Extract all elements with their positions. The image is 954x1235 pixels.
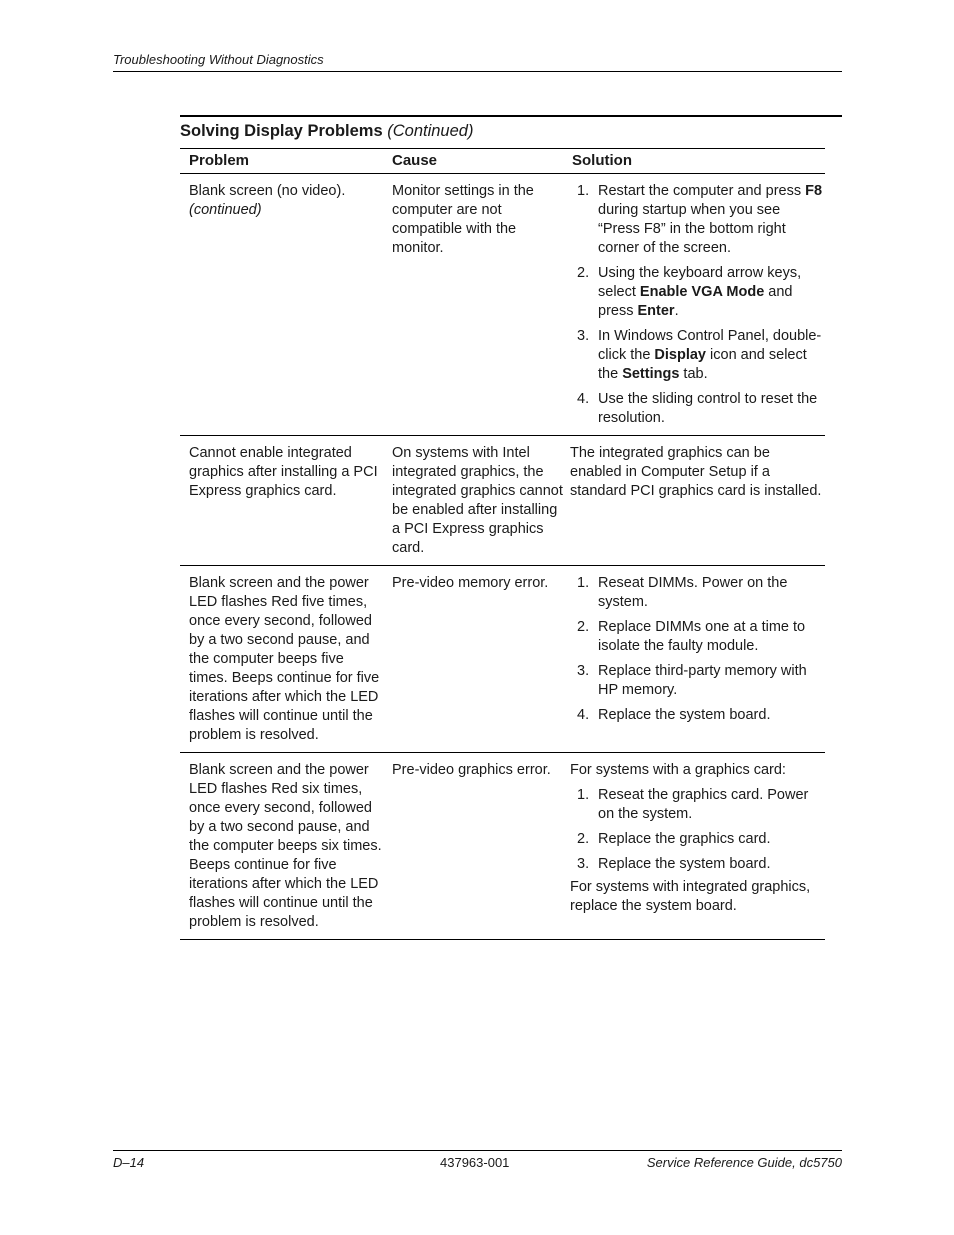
step-number: 2. — [577, 265, 590, 281]
step-number: 1. — [577, 183, 590, 199]
table-row — [180, 174, 825, 436]
table-row — [180, 566, 825, 753]
solution-steps — [570, 574, 825, 725]
problem-cell — [180, 174, 383, 436]
step-number: 2. — [577, 619, 590, 635]
problem-text: Blank screen (no video). — [189, 183, 346, 199]
solution-step — [570, 662, 825, 700]
cause-cell — [383, 436, 563, 566]
step-number: 4. — [577, 707, 590, 723]
step-text: tab. — [679, 366, 708, 382]
guide-title: Service Reference Guide, dc5750 — [646, 1155, 842, 1170]
step-number: 3. — [577, 856, 590, 872]
step-emphasis: Enter — [637, 303, 675, 319]
cause-cell — [383, 566, 563, 753]
column-header-cause: Cause — [392, 152, 438, 169]
solution-step — [570, 830, 825, 849]
solution-step — [570, 706, 825, 725]
header-rule — [113, 71, 842, 72]
step-emphasis: Display — [654, 347, 707, 363]
table-title — [180, 122, 842, 148]
footer-rule — [113, 1150, 842, 1151]
solution-text: The integrated graphics can be enabled in Computer Setup if a standard PCI graphics card is installed. — [570, 445, 822, 499]
step-number: 1. — [577, 787, 590, 803]
step-emphasis: F8 — [805, 183, 823, 199]
problem-cell — [180, 566, 383, 753]
step-text: Restart the computer and press — [598, 183, 806, 199]
problem-cell — [180, 753, 383, 940]
solution-cell — [563, 436, 825, 566]
solution-cell — [563, 174, 825, 436]
solution-note: For systems with integrated graphics, replace the system board. — [570, 879, 811, 914]
solution-intro: For systems with a graphics card: — [570, 762, 786, 778]
step-text: icon and select the — [598, 347, 807, 382]
cause-text: Pre-video memory error. — [392, 575, 549, 591]
problem-text: Cannot enable integrated graphics after installing a PCI Express graphics card. — [189, 445, 378, 499]
step-text: . — [674, 303, 679, 319]
column-header-problem: Problem — [189, 152, 250, 169]
step-text: Replace the graphics card. — [598, 831, 771, 847]
step-text: Replace DIMMs one at a time to isolate the faulty module. — [598, 619, 806, 654]
solution-steps — [570, 182, 825, 428]
solution-step — [570, 618, 825, 656]
step-text: and press — [598, 284, 793, 319]
table-row — [180, 436, 825, 566]
problem-text: Blank screen and the power LED flashes Red six times, once every second, followed by a two second pause, and the computer beeps six times. Beeps continue for five iterations after which the LED flashes will continue until the problem is resolved. — [189, 762, 382, 930]
table-title-bold: Solving Display Problems — [180, 122, 383, 140]
step-text: Replace the system board. — [598, 856, 771, 872]
solution-step — [570, 390, 825, 428]
page-number: D–14 — [113, 1155, 145, 1170]
cause-text: Monitor settings in the computer are not compatible with the monitor. — [392, 183, 534, 256]
step-text: Use the sliding control to reset the resolution. — [598, 391, 818, 426]
column-header-solution: Solution — [572, 152, 632, 169]
step-text: Replace third-party memory with HP memory. — [598, 663, 807, 698]
step-text: Reseat DIMMs. Power on the system. — [598, 575, 788, 610]
cause-text: Pre-video graphics error. — [392, 762, 551, 778]
step-emphasis: Enable VGA Mode — [639, 284, 765, 300]
solution-steps — [570, 786, 825, 874]
step-number: 4. — [577, 391, 590, 407]
running-header: Troubleshooting Without Diagnostics — [113, 52, 324, 67]
solution-step — [570, 786, 825, 824]
step-emphasis: Settings — [622, 366, 680, 382]
solution-step — [570, 855, 825, 874]
step-text: Using the keyboard arrow keys, select — [598, 265, 802, 300]
solution-cell — [563, 753, 825, 940]
problems-table — [180, 148, 825, 940]
cause-cell — [383, 753, 563, 940]
table-row — [180, 753, 825, 940]
step-number: 3. — [577, 663, 590, 679]
table-body — [180, 174, 825, 940]
step-text: In Windows Control Panel, double-click the — [598, 328, 822, 363]
problem-cell — [180, 436, 383, 566]
problem-continued: (continued) — [189, 202, 262, 218]
table-title-italic: (Continued) — [387, 122, 474, 140]
step-number: 3. — [577, 328, 590, 344]
step-text: during startup when you see “Press F8” in the bottom right corner of the screen. — [598, 202, 786, 256]
step-number: 2. — [577, 831, 590, 847]
problem-text: Blank screen and the power LED flashes Red five times, once every second, followed by a two second pause, and the computer beeps five times. Beeps continue for five iterations after which the LED flashes will continue until the problem is resolved. — [189, 575, 380, 743]
table-header-row — [180, 149, 825, 174]
table-top-rule — [180, 115, 842, 117]
step-text: Reseat the graphics card. Power on the system. — [598, 787, 809, 822]
cause-text: On systems with Intel integrated graphics, the integrated graphics cannot be enabled after installing a PCI Express graphics card. — [392, 445, 563, 556]
document-number: 437963-001 — [440, 1155, 510, 1170]
solution-step — [570, 574, 825, 612]
solution-step — [570, 327, 825, 384]
step-number: 1. — [577, 575, 590, 591]
solution-step — [570, 264, 825, 321]
solving-display-problems-table — [180, 115, 842, 940]
cause-cell — [383, 174, 563, 436]
solution-step — [570, 182, 825, 258]
step-text: Replace the system board. — [598, 707, 771, 723]
solution-cell — [563, 566, 825, 753]
